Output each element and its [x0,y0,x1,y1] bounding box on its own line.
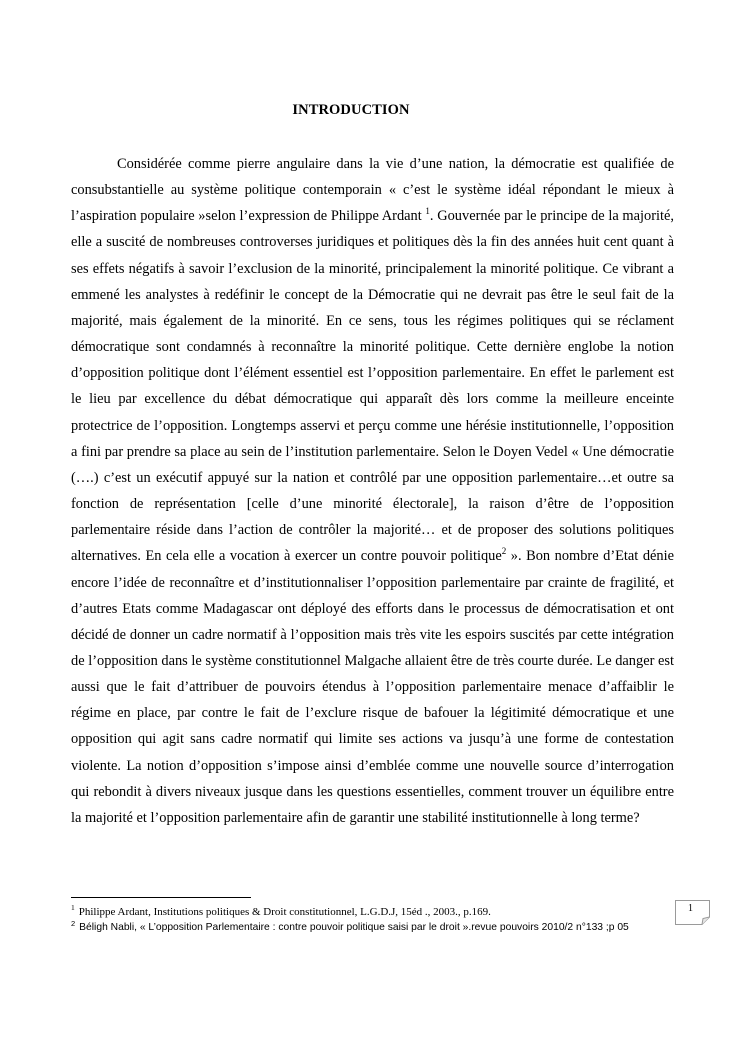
page-number-box [675,900,710,925]
body-paragraph [71,151,674,831]
footnote-reference-1[interactable]: 1 [425,206,430,217]
page-number: 1 [688,903,693,914]
footnote-1-mark: 1 [71,903,75,913]
footnotes [71,904,671,936]
footnote-reference-2[interactable]: 2 [501,546,507,557]
body-text-part-3: ». Bon nombre d’Etat dénie encore l’idée de reconnaître et d’institutionnaliser l’opposition parlementaire par crainte de fragilité, et d’autres Etats comme Madagascar ont déployé des efforts dans le processus de démocratisation et ont décidé de donner un cadre normatif à l’opposition mais très vite les espoirs suscités par cette intégration de l’opposition dans le système constitutionnel Malgache allaient être de très courte durée. Le danger est aussi que le fait d’attribuer de pouvoirs étendus à l’opposition parlementaire menace d’affaiblir le régime en place, par contre le fait de l’exclure risque de bafouer la légitimité démocratique et une opposition qui agit sans cadre normatif qui limite ses actions va jusqu’à une forme de contestation violente. La notion d’opposition s’impose ainsi d’emblée comme une nouvelle source d’interrogation qui rebondit à divers niveaux jusque dans les questions essentielles, comment trouver un équilibre entre la majorité et l’opposition parlementaire afin de garantir une stabilité institutionnelle à long terme? [71,548,675,826]
body-text-part-1: Considérée comme pierre angulaire dans la vie d’une nation, la démocratie est qualifiée de consubstantielle au système politique contemporain « c’est le système idéal répondant le mieux à l’aspiration populaire »selon l’expression de Philippe Ardant [71,156,674,225]
body-text-part-2: . Gouvernée par le principe de la majorité, elle a suscité de nombreuses controverses juridiques et politiques dès la fin des années huit cent quant à ses effets négatifs à savoir l’exclusion de la minorité, principalement la minorité politique. Ce vibrant a emmené les analystes à redéfinir le concept de la Démocratie qui ne devrait pas être le seul fait de la majorité, mais également de la minorité. En ce sens, tous les régimes politiques qui se réclament démocratique sont condamnés à reconnaître la minorité politique. Cette dernière englobe la notion d’opposition politique dont l’élément essentiel est l’opposition parlementaire. En effet le parlement est le lieu par excellence du débat démocratique qui apparaît dès lors comme la meilleure enceinte protectrice de l’opposition. Longtemps asservi et perçu comme une hérésie institutionnelle, l’opposition a fini par prendre sa place au sein de l’institution parlementaire. Selon le Doyen Vedel « Une démocratie (….) c’est un exécutif appuyé sur la nation et contrôlé par une opposition parlementaire…et outre sa fonction de représentation [celle d’une minorité électorale], la raison d’être de l’opposition parlementaire réside dans l’action de contrôler la majorité… et de proposer des solutions politiques alternatives. En cela elle a vocation à exercer un contre pouvoir politique [71,208,674,565]
footnote-separator [71,897,251,898]
footnote-2-mark: 2 [71,918,76,928]
footnote-1-text: Philippe Ardant, Institutions politiques & Droit constitutionnel, L.G.D.J, 15éd ., 2003., p.169. [78,906,491,918]
footnote-2-text: Béligh Nabli, « L’opposition Parlementaire : contre pouvoir politique saisi par le droit ».revue pouvoirs 2010/2 n°133 ;p 05 [79,922,629,933]
footnote-2 [71,920,671,936]
footnote-1 [71,904,671,920]
section-heading: INTRODUCTION [292,102,410,118]
